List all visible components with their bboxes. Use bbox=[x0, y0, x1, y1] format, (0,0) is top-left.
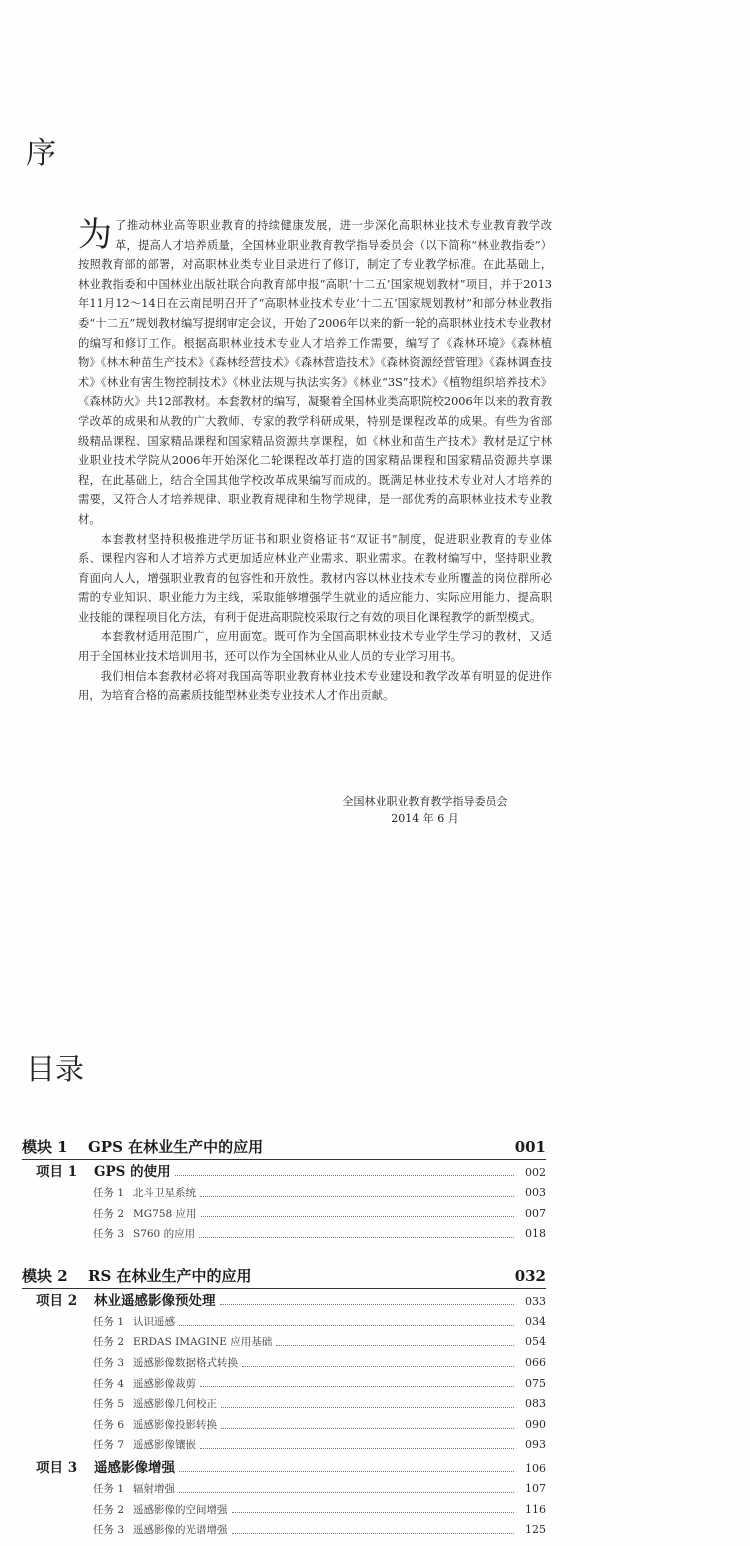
task-title: 遥感影像裁剪 bbox=[133, 1377, 196, 1390]
task-page: 075 bbox=[525, 1376, 546, 1390]
task-number: 任务 2 bbox=[93, 1503, 125, 1516]
module-title: RS 在林业生产中的应用 bbox=[88, 1266, 252, 1285]
toc-task[interactable] bbox=[93, 1435, 546, 1456]
preface-paragraph-2: 本套教材坚持积极推进学历证书和职业资格证书“双证书”制度，促进职业教育的专业体系、课程内容和人才培养方式更加适应林业产业需求、职业需求。在教材编写中，坚持职业教育面向人人，增强职业教育的包容性和开放性。教材内容以林业技术专业所覆盖的岗位群所必需的专业知识、职业能力为主线，采取能够增强学生就业的适应能力、实际应用能力、提高职业技能的课程项目化方法，有利于促进高职院校采取行之有效的项目化课程教学的新型模式。 bbox=[78, 532, 552, 624]
task-title: 北斗卫星系统 bbox=[133, 1187, 196, 1199]
dot-leader bbox=[199, 1237, 514, 1238]
task-title: S760 的应用 bbox=[133, 1228, 196, 1241]
preface-title: 序 bbox=[26, 136, 56, 171]
task-number: 任务 3 bbox=[93, 1356, 125, 1369]
task-title: 遥感影像镶嵌 bbox=[133, 1439, 196, 1452]
signature bbox=[300, 793, 550, 827]
module-number: 模块 1 bbox=[22, 1138, 68, 1156]
project-number: 项目 1 bbox=[36, 1164, 78, 1180]
project-title: 林业遥感影像预处理 bbox=[94, 1292, 216, 1309]
toc-project-1[interactable] bbox=[36, 1162, 546, 1183]
task-page: 083 bbox=[525, 1397, 546, 1411]
task-page: 034 bbox=[525, 1314, 546, 1328]
task-number: 任务 2 bbox=[93, 1336, 125, 1349]
project-number: 项目 3 bbox=[36, 1459, 78, 1476]
table-of-contents bbox=[22, 1136, 546, 1541]
toc-task[interactable] bbox=[93, 1183, 546, 1204]
dot-leader bbox=[242, 1366, 514, 1367]
task-number: 任务 6 bbox=[93, 1418, 125, 1431]
toc-module-1[interactable] bbox=[22, 1136, 546, 1160]
dot-leader bbox=[200, 1196, 514, 1197]
task-number: 任务 5 bbox=[93, 1398, 125, 1411]
task-title: 遥感影像数据格式转换 bbox=[133, 1356, 238, 1369]
dot-leader bbox=[200, 1448, 514, 1449]
project-page: 106 bbox=[525, 1461, 546, 1475]
dot-leader bbox=[179, 1471, 514, 1472]
dot-leader bbox=[220, 1304, 515, 1305]
task-page: 090 bbox=[525, 1417, 546, 1431]
project-title: 遥感影像增强 bbox=[94, 1459, 175, 1476]
module-page: 001 bbox=[514, 1138, 546, 1156]
dot-leader bbox=[232, 1533, 515, 1534]
task-page: 003 bbox=[525, 1186, 546, 1199]
task-title: ERDAS IMAGINE 应用基础 bbox=[133, 1336, 273, 1349]
task-number: 任务 2 bbox=[93, 1207, 125, 1220]
project-title: GPS 的使用 bbox=[94, 1164, 171, 1180]
drop-cap: 为 bbox=[78, 215, 112, 255]
project-page: 002 bbox=[525, 1166, 546, 1179]
task-page: 093 bbox=[525, 1438, 546, 1452]
task-number: 任务 1 bbox=[93, 1482, 125, 1495]
signature-org: 全国林业职业教育教学指导委员会 bbox=[342, 795, 508, 808]
preface-paragraph-1 bbox=[78, 216, 552, 530]
toc-task[interactable] bbox=[93, 1520, 546, 1541]
dot-leader bbox=[221, 1407, 514, 1408]
preface-body bbox=[78, 216, 552, 706]
toc-task[interactable] bbox=[93, 1312, 546, 1333]
task-page: 066 bbox=[525, 1355, 546, 1369]
signature-date: 2014 年 6 月 bbox=[391, 812, 459, 825]
dot-leader bbox=[276, 1345, 514, 1346]
task-number: 任务 3 bbox=[93, 1524, 125, 1537]
dot-leader bbox=[232, 1512, 515, 1513]
preface-paragraph-4: 我们相信本套教材必将对我国高等职业教育林业技术专业建设和教学改革有明显的促进作用，为培育合格的高素质技能型林业类专业技术人才作出贡献。 bbox=[78, 669, 552, 703]
toc-task[interactable] bbox=[93, 1479, 546, 1500]
task-title: 遥感影像的空间增强 bbox=[133, 1503, 228, 1516]
module-page: 032 bbox=[514, 1266, 546, 1285]
task-page: 018 bbox=[525, 1227, 546, 1241]
preface-paragraph-3: 本套教材适用范围广，应用面宽。既可作为全国高职林业技术专业学生学习的教材，又适用于全国林业技术培训用书，还可以作为全国林业从业人员的专业学习用书。 bbox=[78, 630, 552, 664]
toc-task[interactable] bbox=[93, 1394, 546, 1415]
module-spacer bbox=[22, 1245, 546, 1265]
task-page: 125 bbox=[525, 1523, 546, 1537]
project-page: 033 bbox=[525, 1294, 546, 1308]
dot-leader bbox=[200, 1386, 514, 1387]
toc-title: 目录 bbox=[26, 1052, 85, 1086]
task-page: 116 bbox=[525, 1502, 546, 1516]
task-number: 任务 7 bbox=[93, 1439, 125, 1452]
task-number: 任务 3 bbox=[93, 1228, 125, 1241]
dot-leader bbox=[201, 1216, 514, 1217]
paragraph-text: 了推动林业高等职业教育的持续健康发展，进一步深化高职林业技术专业教育教学改革，提高人才培养质量，全国林业职业教育教学指导委员会（以下简称“林业教指委”）按照教育部的部署，对高职林业类专业目录进行了修订，制定了专业教学标准。在此基础上，林业教指委和中国林业出版社联合向教育部申报“高职‘十二五’国家规划教材”项目，并于2013年11月12～14日在云南昆明召开了“高职林业技术专业‘十二五’国家规划教材”和部分林业教指委“十二五”规划教材编写提纲审定会议，开始了2006年以来的新一轮的高职林业技术专业教材的编写和修订工作。根据高职林业技术专业人才培养工作需要，编写了《森林环境》《森林植物》《林木种苗生产技术》《森林经营技术》《森林营造技术》《森林资源经营管理》《森林调查技术》《林业有害生物控制技术》《林业法规与执法实务》《林业“3S”技术》《植物组织培养技术》《森林防火》共12部教材。本套教材的编写，凝聚着全国林业类高职院校2006年以来的教育教学改革的成果和从教的广大教师、专家的教学科研成果，特别是课程改革的成果。有些为省部级精品课程、国家精品课程和国家精品资源共享课程，如《林业和苗生产技术》教材是辽宁林业职业技术学院从2006年开始深化二轮课程改革打造的国家精品课程和国家精品资源共享课程，在此基础上，结合全国其他学校改革成果编写而成的。既满足林业技术专业对人才培养的需要，又符合人才培养规律、职业教育规律和生物学规律，是一部优秀的高职林业技术专业教材。 bbox=[78, 219, 552, 526]
module-title: GPS 在林业生产中的应用 bbox=[88, 1138, 264, 1156]
dot-leader bbox=[221, 1428, 514, 1429]
dot-leader bbox=[179, 1492, 514, 1493]
toc-module-2[interactable] bbox=[22, 1265, 546, 1289]
toc-project-3[interactable] bbox=[36, 1458, 546, 1479]
task-page: 007 bbox=[525, 1206, 546, 1220]
dot-leader bbox=[175, 1175, 514, 1176]
task-number: 任务 1 bbox=[93, 1315, 125, 1328]
task-page: 107 bbox=[525, 1481, 546, 1495]
task-number: 任务 1 bbox=[93, 1187, 125, 1199]
task-title: 辐射增强 bbox=[133, 1482, 175, 1495]
toc-task[interactable] bbox=[93, 1204, 546, 1225]
toc-task[interactable] bbox=[93, 1374, 546, 1395]
task-title: 遥感影像的光谱增强 bbox=[133, 1524, 228, 1537]
task-title: 遥感影像几何校正 bbox=[133, 1398, 217, 1411]
task-title: MG758 应用 bbox=[133, 1207, 197, 1220]
project-number: 项目 2 bbox=[36, 1292, 78, 1309]
toc-project-2[interactable] bbox=[36, 1291, 546, 1312]
task-title: 认识遥感 bbox=[133, 1315, 175, 1328]
module-number: 模块 2 bbox=[22, 1266, 68, 1285]
toc-task[interactable] bbox=[93, 1332, 546, 1353]
task-title: 遥感影像投影转换 bbox=[133, 1418, 217, 1431]
task-page: 054 bbox=[525, 1335, 546, 1349]
toc-task[interactable] bbox=[93, 1500, 546, 1521]
task-number: 任务 4 bbox=[93, 1377, 125, 1390]
toc-task[interactable] bbox=[93, 1415, 546, 1436]
toc-task[interactable] bbox=[93, 1353, 546, 1374]
dot-leader bbox=[179, 1325, 514, 1326]
toc-task[interactable] bbox=[93, 1224, 546, 1245]
